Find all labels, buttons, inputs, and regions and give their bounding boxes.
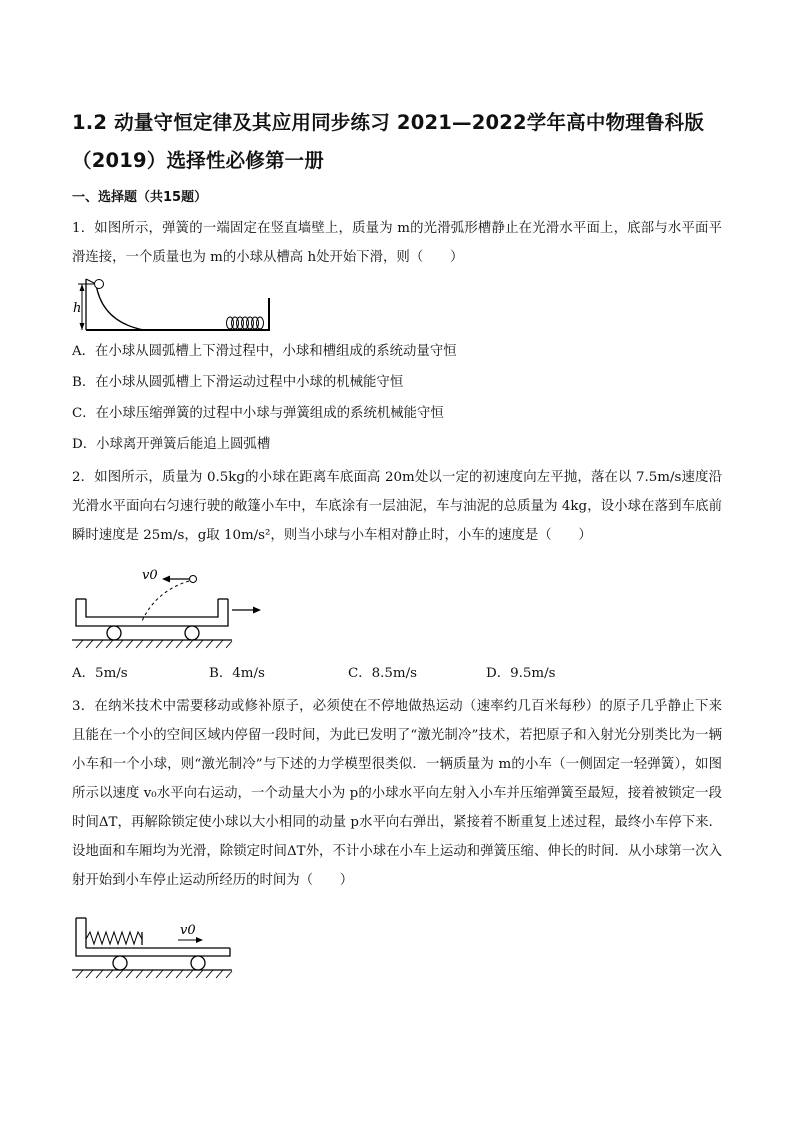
question-2-options (72, 662, 722, 684)
question-2-option-a: A．5m/s (72, 666, 128, 681)
spring (86, 932, 142, 944)
wheel-left (107, 626, 121, 640)
page-title: 1.2 动量守恒定律及其应用同步练习 2021—2022学年高中物理鲁科版（2019）选择性必修第一册 (72, 111, 705, 172)
trajectory (142, 581, 189, 621)
wheel-right (191, 956, 205, 970)
section-heading: 一、选择题（共15题） (72, 190, 208, 205)
height-label: h (73, 301, 82, 316)
question-1-stem: 1．如图所示，弹簧的一端固定在竖直墙壁上，质量为 m的光滑弧形槽静止在光滑水平面上，底部与水平面平滑连接，一个质量也为 m的小球从槽高 h处开始下滑，则（ ） (72, 221, 722, 265)
small-ball (190, 576, 197, 583)
question-1-option-c: C．在小球压缩弹簧的过程中小球与弹簧组成的系统机械能守恒 (72, 406, 444, 421)
cart-body (76, 599, 228, 626)
ground-hatch (76, 640, 232, 648)
question-1-option-a: A．在小球从圆弧槽上下滑过程中，小球和槽组成的系统动量守恒 (72, 344, 457, 359)
question-2-option-b: B．4m/s (209, 666, 265, 681)
question-1-option-b: B．在小球从圆弧槽上下滑运动过程中小球的机械能守恒 (72, 375, 404, 390)
question-1-option-d: D．小球离开弹簧后能追上圆弧槽 (72, 437, 271, 452)
question-2-figure (72, 563, 262, 649)
wheel-left (113, 956, 127, 970)
wheel-right (185, 626, 199, 640)
arc-trough (96, 284, 144, 330)
small-ball (95, 280, 104, 289)
velocity-label: v0 (142, 568, 158, 583)
question-2-option-d: D．9.5m/s (486, 666, 556, 681)
spring (227, 317, 264, 329)
question-2-stem: 2．如图所示，质量为 0.5kg的小球在距离车底面高 20m处以一定的初速度向左平抛，落在以 7.5m/s速度沿光滑水平面向右匀速行驶的敞篷小车中，车底涂有一层油泥，车与油泥的总质量为 4kg，设小球在落到车底前瞬时速度是 25m/s，g取 10m/s²，则当小球与小车相对静止时，小车的速度是（ ） (72, 470, 722, 543)
question-3-figure (72, 912, 242, 984)
cart-body (76, 918, 230, 956)
ground-hatch (76, 970, 232, 978)
question-3-stem: 3．在纳米技术中需要移动或修补原子，必须使在不停地做热运动（速率约几百米每秒）的原子几乎静止下来且能在一个小的空间区域内停留一段时间，为此已发明了“激光制冷”技术，若把原子和入射光分别类比为一辆小车和一个小球，则“激光制冷”与下述的力学模型很类似．一辆质量为 m的小车（一侧固定一轻弹簧），如图所示以速度 v₀水平向右运动，一个动量大小为 p的小球水平向左射入小车并压缩弹簧至最短，接着被锁定一段时间ΔT，再解除锁定使小球以大小相同的动量 p水平向右弹出，紧接着不断重复上述过程，最终小车停下来．设地面和车厢均为光滑，除锁定时间ΔT外，不计小球在小车上运动和弹簧压缩、伸长的时间．从小球第一次入射开始到小车停止运动所经历的时间为（ ） (72, 699, 722, 888)
question-2-option-c: C．8.5m/s (348, 666, 418, 681)
velocity-label: v0 (180, 923, 196, 938)
question-1-figure (72, 278, 282, 334)
